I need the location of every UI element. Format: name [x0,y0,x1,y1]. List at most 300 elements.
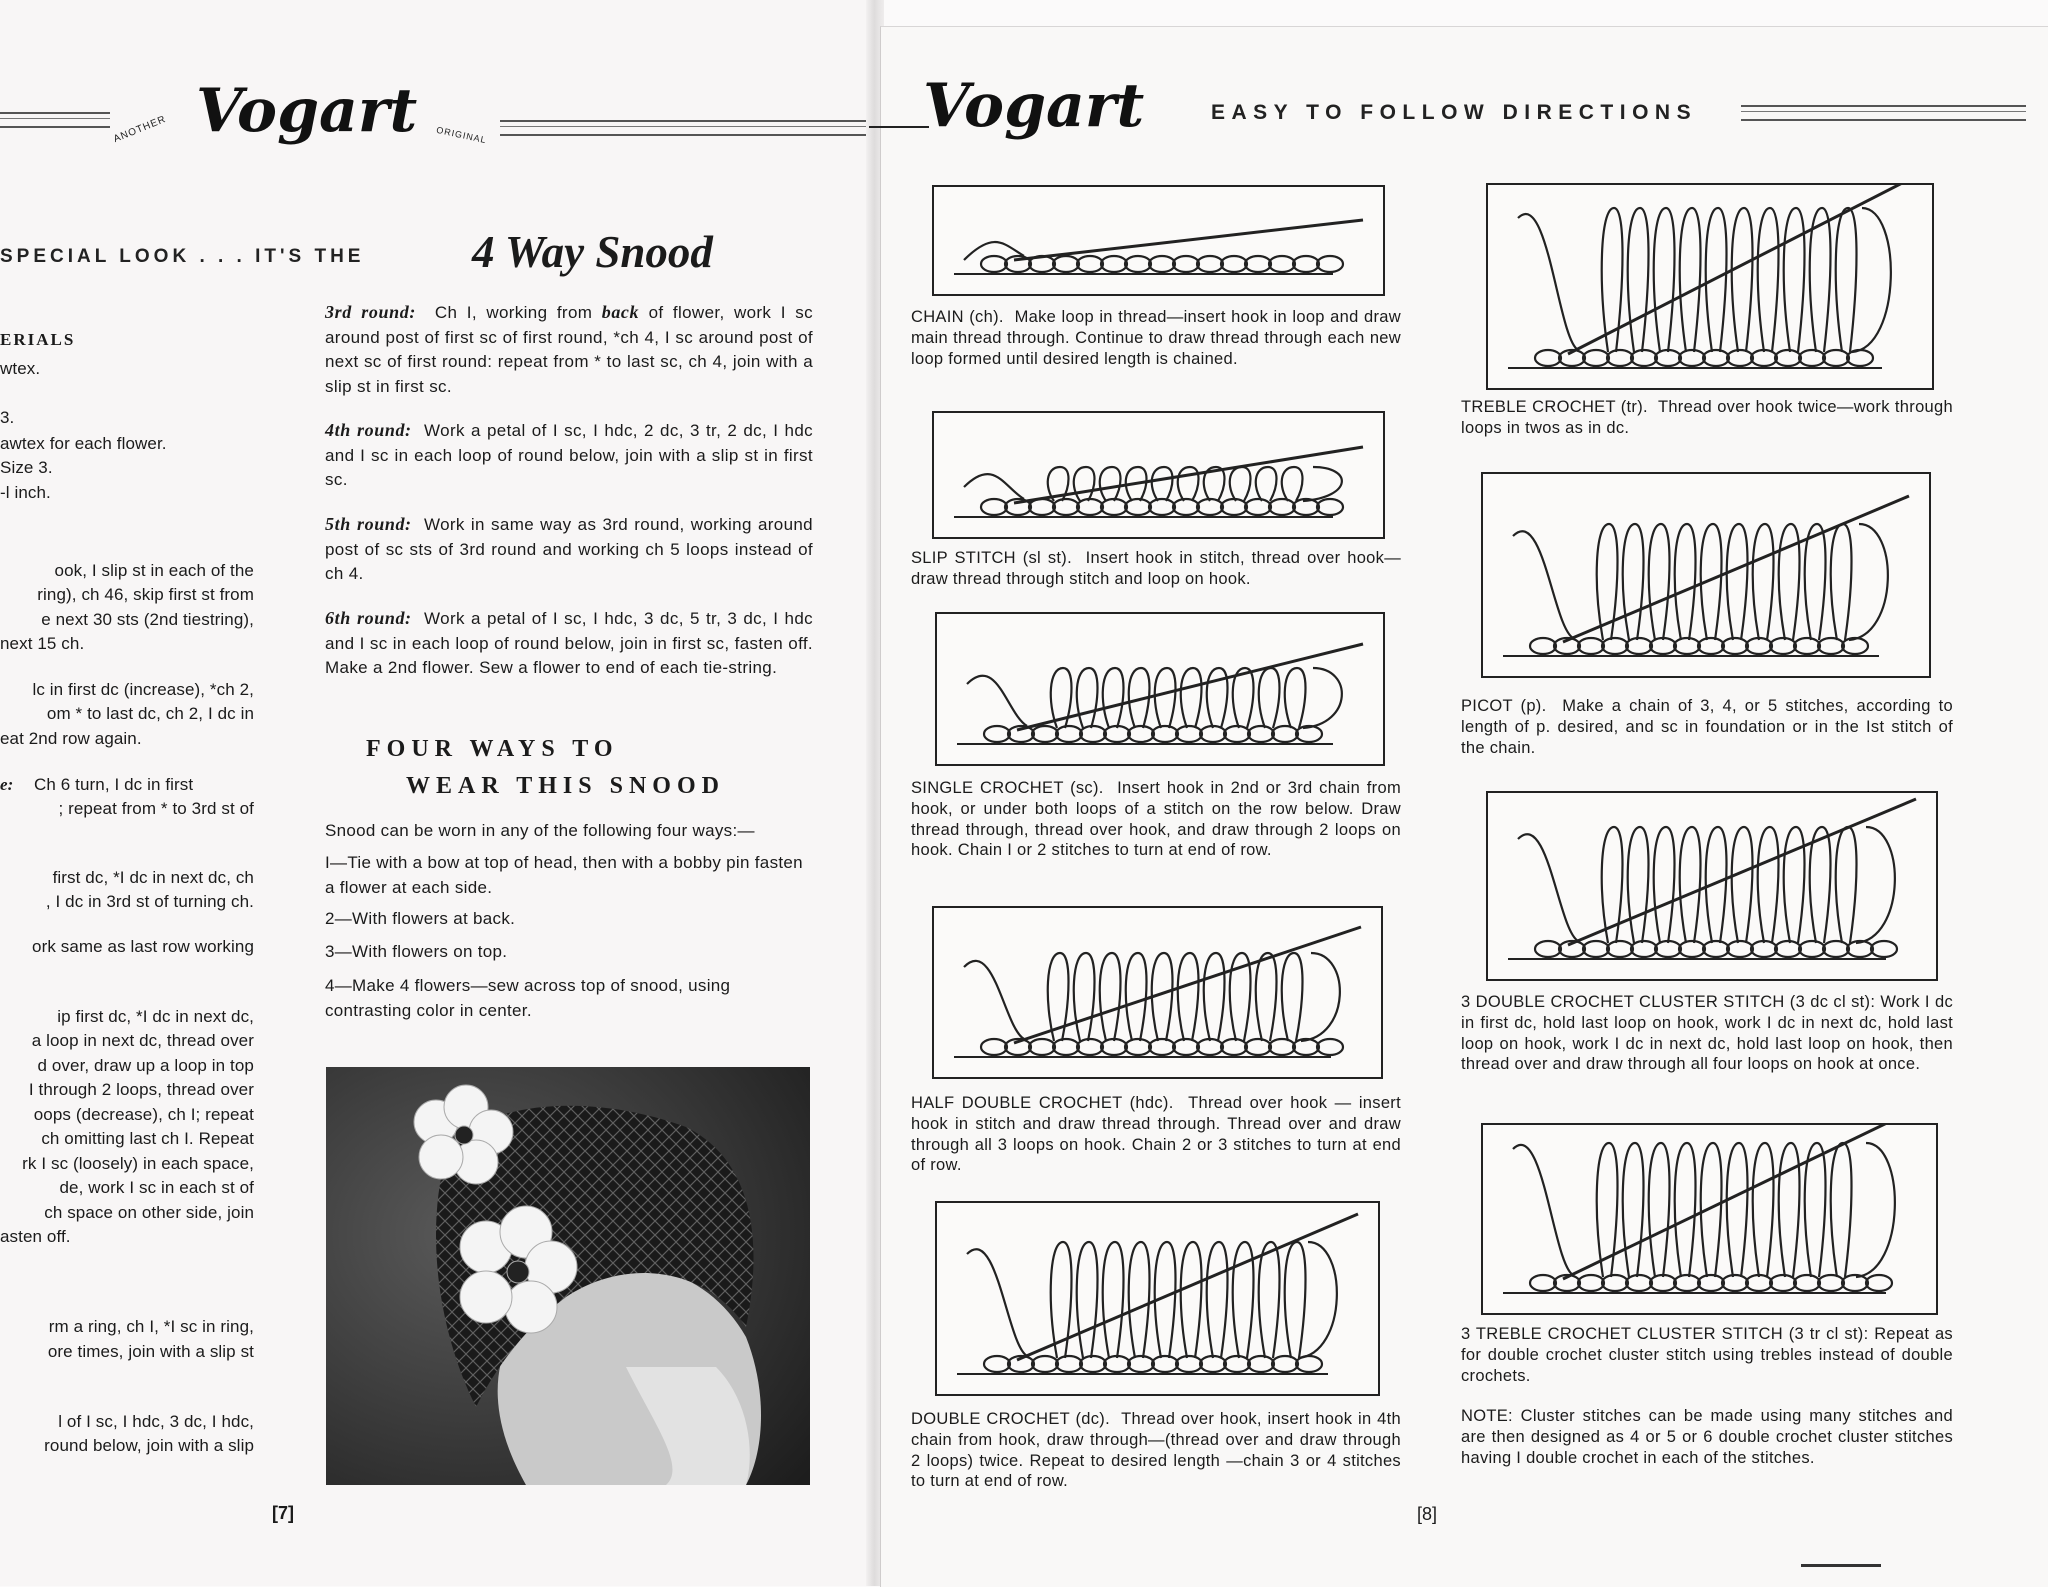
stitch-name: 3 DOUBLE CROCHET CLUSTER STITCH (3 dc cl st): [1461,993,1876,1011]
turning-loop [1301,953,1340,1041]
text-line: ring), ch 46, skip first st from [37,585,254,604]
round-label: 6th round: [325,608,412,628]
working-thread [964,474,1024,499]
chain-link [1751,350,1777,366]
chain-link [1703,350,1729,366]
chain-link [1125,1039,1151,1055]
chain-link [1794,638,1820,654]
text-line: oops (decrease), ch I; repeat [33,1105,254,1124]
snood-photo-image [326,1067,810,1485]
chain-link [1221,256,1247,272]
chain-link [1722,638,1748,654]
stitch-loop [1727,524,1748,640]
stitch-name: PICOT (p). [1461,697,1547,715]
slip-stitch-diagram [934,413,1383,537]
chain-link [1535,350,1561,366]
chain-link [1607,350,1633,366]
illustration-3dc-cluster [1486,791,1938,981]
chain-link [1245,256,1271,272]
logo-original: ORIGINAL [435,124,488,146]
stitch-loop [1282,953,1303,1041]
stitch-loop [1805,524,1826,640]
chain-link [1703,941,1729,957]
chain-link [1101,499,1127,515]
text-line: Ch 6 turn, I dc in first [34,775,194,794]
chain-link [1799,941,1825,957]
materials-heading: ERIALS [0,330,76,349]
four-ways-intro: Snood can be worn in any of the following four ways:— [325,821,755,840]
chain-link [1727,941,1753,957]
text-line-label: e: [0,775,14,794]
chain-link [981,256,1007,272]
stitch-name: HALF DOUBLE CROCHET (hdc). [911,1094,1174,1112]
chain-link [1847,350,1873,366]
text-line: e next 30 sts (2nd tiestring), [41,610,254,629]
stitch-loop [1181,1242,1202,1358]
chain-link [1056,1356,1082,1372]
illustration-3tr-cluster [1481,1123,1938,1315]
chain-link [1626,638,1652,654]
text-line: I through 2 loops, thread over [28,1080,254,1099]
text-line: -l inch. [0,483,51,502]
chain-link [1128,726,1154,742]
stitch-text: Thread over hook — insert hook in stitch and draw thread through. Thread over and draw through all 3 loops on hook. Chain 2 or 3 stitches to turn at end of row. [911,1094,1401,1175]
chain-link [1631,941,1657,957]
crochet-hook [1563,1125,1916,1279]
stitch-loop [1230,467,1251,501]
illustration-treble-crochet [1486,183,1934,390]
chain-link [1152,1356,1178,1372]
stitch-loop [1178,953,1199,1041]
text-line: de, work I sc in each st of [59,1178,254,1197]
turning-loop [1856,1143,1895,1277]
illustration-double-crochet [935,1201,1380,1396]
working-thread [967,676,1027,726]
stitch-loop [1758,208,1779,352]
round-text: Work a petal of I sc, I hdc, 3 dc, 5 tr, 3 dc, I hdc and I sc in each loop of round below, join in first sc, fasten off. Make a 2nd flower. Sew a flower to end of each tie-string. [325,609,813,678]
chain-link [1080,726,1106,742]
text-line: a loop in next dc, thread over [31,1031,254,1050]
chain-link [1727,350,1753,366]
chain-link [1173,499,1199,515]
right-header-rule [1741,105,2026,121]
chain-link [1269,1039,1295,1055]
stitch-loop [1732,208,1753,352]
chain-link [1149,499,1175,515]
stitch-loop [1758,827,1779,943]
right-page [880,26,2048,1587]
stitch-loop [1256,467,1277,501]
chain-link [1746,1275,1772,1291]
text-line: ip first dc, *I dc in next dc, [57,1007,254,1026]
chain-link [1871,941,1897,957]
stitch-loop [1074,953,1095,1041]
stitch-name: 3 TREBLE CROCHET CLUSTER STITCH (3 tr cl st): [1461,1325,1869,1343]
chain-link [1317,256,1343,272]
chain-link [1317,499,1343,515]
stitch-name: SLIP STITCH (sl st). [911,549,1072,567]
crochet-hook [1014,927,1361,1043]
four-ways-item: 4—Make 4 flowers—sew across top of snood, using contrasting color in center. [325,976,731,1020]
chain-link [1818,638,1844,654]
chain-link [1053,1039,1079,1055]
chain-link [1722,1275,1748,1291]
chain-link [1053,256,1079,272]
working-thread [964,961,1024,1039]
text-line: ch omitting last ch I. Repeat [41,1129,254,1148]
chain-link [1176,726,1202,742]
chain-link [1245,1039,1271,1055]
chain-link [1104,1356,1130,1372]
stitch-loop [1129,1242,1150,1358]
chain-link [1583,941,1609,957]
chain-link [1245,499,1271,515]
chain-link [1152,726,1178,742]
stitch-loop [1649,524,1670,640]
chain-link [1655,941,1681,957]
stitch-loop [1831,524,1852,640]
stitch-loop [1155,668,1176,728]
chain-link [1173,256,1199,272]
chain-link [1602,638,1628,654]
working-thread [1513,1145,1573,1275]
stitch-loop [1181,668,1202,728]
stitch-text: Thread over hook, insert hook in 4th chain from hook, draw through—(thread over and draw through 2 loops) twice. Repeat to desired length —chain 3 or 4 stitches to turn at end of row. [911,1410,1401,1491]
stitch-loop [1810,827,1831,943]
chain-link [1197,256,1223,272]
text-line: om * to last dc, ch 2, I dc in [46,704,254,723]
chain-link [1842,638,1868,654]
chain-link [1125,256,1151,272]
crochet-hook [1014,220,1363,260]
round-6 [325,606,813,681]
crochet-hook [1568,799,1916,945]
stitch-loop [1623,1143,1644,1277]
treble-crochet-diagram [1488,185,1932,388]
stitch-loop [1654,208,1675,352]
chain-link [1293,256,1319,272]
text-line: ook, I slip st in each of the [54,561,254,580]
text-line: ore times, join with a slip st [47,1342,254,1361]
chain-link [981,499,1007,515]
stitch-name: SINGLE CROCHET (sc). [911,779,1104,797]
stitch-loop [1628,827,1649,943]
round-3 [325,300,813,399]
stitch-loop [1103,668,1124,728]
caption-double-crochet [911,1409,1401,1492]
chain-link [1032,726,1058,742]
turning-loop [1303,668,1342,728]
stitch-text: Repeat as for double crochet cluster stitch using trebles instead of double crochets. [1461,1325,1953,1385]
text-line: lc in first dc (increase), *ch 2, [32,680,254,699]
stitch-loop [1285,1242,1306,1358]
chain-link [1823,941,1849,957]
round-text: Work a petal of I sc, I hdc, 2 dc, 3 tr, 2 dc, I hdc and I sc in each loop of round below, join with a slip st in first sc. [325,421,813,490]
stitch-loop [1126,953,1147,1041]
right-header: EASY TO FOLLOW DIRECTIONS [1211,101,1698,124]
chain-link [1866,1275,1892,1291]
stitch-loop [1779,524,1800,640]
double-crochet-diagram [937,1203,1378,1394]
stitch-text: Thread over hook twice—work through loops in twos as in dc. [1461,398,1953,437]
caption-3dc-cluster [1461,992,1953,1075]
stitch-text: Make a chain of 3, 4, or 5 stitches, according to length of p. desired, and sc in foundation or in the Ist stitch of the chain. [1461,697,1953,757]
chain-link [1032,1356,1058,1372]
chain-link [1197,1039,1223,1055]
chain-link [1269,256,1295,272]
chain-link [1101,1039,1127,1055]
stitch-loop [1675,1143,1696,1277]
chain-link [1626,1275,1652,1291]
text-line: eat 2nd row again. [0,729,142,748]
chain-link [1655,350,1681,366]
text-line: round below, join with a slip [44,1436,254,1455]
stitch-loop [1178,467,1199,501]
stitch-loop [1100,467,1121,501]
crochet-hook [1563,496,1909,642]
chain-link [1818,1275,1844,1291]
crochet-hook [1017,1214,1358,1360]
stitch-loop [1649,1143,1670,1277]
stitch-loop [1100,953,1121,1041]
chain-link [1077,256,1103,272]
page-number-right: [8] [1417,1504,1438,1524]
chain-link [1674,638,1700,654]
chain-link [1578,1275,1604,1291]
turning-loop [1849,524,1888,640]
round-text: of flower, work I sc around post of first sc of first round, *ch 4, I sc around post of next sc of first round: repeat from * to last sc, ch 4, join with a slip st in first sc. [325,303,813,396]
chain-link [1679,350,1705,366]
vogart-logo: Vogart [196,76,418,146]
stitch-loop [1077,1242,1098,1358]
chain-link [1842,1275,1868,1291]
chain-link [1602,1275,1628,1291]
chain-link [1272,1356,1298,1372]
chain-link [1631,350,1657,366]
working-thread [967,1249,1027,1356]
stitch-loop [1680,827,1701,943]
chain-link [1794,1275,1820,1291]
chain-link [1674,1275,1700,1291]
chain-link [1221,499,1247,515]
illustration-single-crochet [935,612,1385,766]
four-ways-item: 2—With flowers at back. [325,909,516,928]
stitch-loop [1836,208,1857,352]
stitch-loop [1285,668,1306,728]
chain-link [1056,726,1082,742]
working-thread [1518,214,1578,350]
chain-link [1248,726,1274,742]
chain-link [1530,1275,1556,1291]
text-line: ; repeat from * to 3rd st of [58,799,254,818]
caption-chain [911,307,1401,369]
caption-treble-crochet [1461,397,1953,439]
text-line: awtex for each flower. [0,434,167,453]
stitch-loop [1628,208,1649,352]
text-line: ork same as last row working [32,937,254,956]
text-line: wtex. [0,359,41,378]
four-ways-item: I—Tie with a bow at top of head, then with a bobby pin fasten a flower at each side. [325,853,803,897]
chain-link [1751,941,1777,957]
stitch-name: TREBLE CROCHET (tr). [1461,398,1648,416]
stitch-text: Insert hook in 2nd or 3rd chain from hook, or under both loops of a stitch on the row below. Draw thread through, thread over hook, and draw through 2 loops on hook. Chain I or 2 stitches to turn at end of row. [911,779,1401,860]
illustration-slip-stitch [932,411,1385,539]
page-number-left: [7] [272,1503,294,1523]
vogart-logo-right: Vogart [923,71,1145,141]
turning-loop [1303,467,1342,501]
chain-link [1775,941,1801,957]
stitch-loop [1706,208,1727,352]
text-line: , I dc in 3rd st of turning ch. [45,892,254,911]
chain-link [1583,350,1609,366]
round-4 [325,418,813,493]
caption-half-double-crochet [911,1093,1401,1176]
stitch-text: Make loop in thread—insert hook in loop and draw main thread through. Continue to draw thread through each new loop formed until desired length is chained. [911,308,1401,368]
stitch-text: Work I dc in first dc, hold last loop on hook, work I dc in next dc, hold last loop on hook, work I dc in next dc, hold last loop on hook, then thread over and draw through all four loops on hook at once. [1461,993,1953,1074]
chain-link [1149,1039,1175,1055]
stitch-loop [1074,467,1095,501]
chain-link [984,726,1010,742]
chain-link [1317,1039,1343,1055]
chain-link [1200,726,1226,742]
round-emphasis: back [601,302,640,322]
chain-link [1770,638,1796,654]
stitch-loop [1077,668,1098,728]
four-ways-heading-1: FOUR WAYS TO [366,736,619,762]
chain-link [1224,1356,1250,1372]
text-line: asten off. [0,1227,71,1246]
chain-link [1125,499,1151,515]
round-5 [325,512,813,587]
chain-link [981,1039,1007,1055]
cluster-note: NOTE: Cluster stitches can be made using many stitches and are then designed as 4 or 5 or 6 double crochet cluster stitches having I double crochet in each of the stitches. [1461,1407,1953,1467]
chain-link [1607,941,1633,957]
stitch-loop [1836,827,1857,943]
text-line: rk I sc (loosely) in each space, [22,1154,254,1173]
stitch-loop [1727,1143,1748,1277]
chain-link [1248,1356,1274,1372]
3tr-cluster-diagram [1483,1125,1936,1313]
illustration-picot [1481,472,1931,678]
chain-link [1080,1356,1106,1372]
stitch-loop [1753,524,1774,640]
stitch-loop [1204,953,1225,1041]
stitch-loop [1259,1242,1280,1358]
chain-link [1149,256,1175,272]
crochet-hook [1017,644,1363,730]
stitch-loop [1753,1143,1774,1277]
stitch-loop [1623,524,1644,640]
chain-link [1269,499,1295,515]
snood-photo [326,1067,810,1485]
chain-diagram [934,187,1383,294]
chain-link [1799,350,1825,366]
chain-link [1650,1275,1676,1291]
round-label: 5th round: [325,514,412,534]
chain-link [1823,350,1849,366]
3dc-cluster-diagram [1488,793,1936,979]
chain-link [1128,1356,1154,1372]
chain-link [1535,941,1561,957]
crochet-hook [1014,447,1363,503]
chain-link [1077,499,1103,515]
working-thread [1518,834,1578,941]
stitch-name: CHAIN (ch). [911,308,1004,326]
stitch-loop [1732,827,1753,943]
scan-mark [1801,1564,1881,1567]
text-line: next 15 ch. [0,634,85,653]
round-text: Ch I, working from [434,303,602,322]
four-ways-item: 3—With flowers on top. [325,942,508,961]
chain-link [1650,638,1676,654]
turning-loop [1852,208,1891,352]
chain-link [1224,726,1250,742]
stitch-loop [1259,668,1280,728]
logo-swash [869,126,929,128]
materials-column [0,0,254,1586]
stitch-loop [1784,827,1805,943]
text-line: 3. [0,408,15,427]
caption-slip-stitch [911,548,1401,590]
picot-diagram [1483,474,1929,676]
stitch-loop [1103,1242,1124,1358]
chain-link [1176,1356,1202,1372]
stitch-loop [1675,524,1696,640]
text-line: d over, draw up a loop in top [37,1056,254,1075]
chain-link [1698,638,1724,654]
left-page [0,0,872,1586]
stitch-name: DOUBLE CROCHET (dc). [911,1410,1110,1428]
chain-link [1197,499,1223,515]
four-ways-heading-2: WEAR THIS SNOOD [406,773,725,799]
illustration-half-double-crochet [932,906,1383,1079]
caption-3tr-cluster [1461,1324,1953,1386]
round-text: Work in same way as 3rd round, working around post of sc sts of 3rd round and working ch 5 loops instead of ch 4. [325,515,813,584]
text-line: first dc, *I dc in next dc, ch [52,868,254,887]
stitch-loop [1784,208,1805,352]
chain-link [1770,1275,1796,1291]
text-line: l of I sc, I hdc, 3 dc, I hdc, [58,1412,254,1431]
chain-link [1578,638,1604,654]
stitch-loop [1152,467,1173,501]
stitch-loop [1207,1242,1228,1358]
stitch-loop [1779,1143,1800,1277]
illustration-chain [932,185,1385,296]
chain-link [1530,638,1556,654]
title-prefix: SPECIAL LOOK . . . IT'S THE [0,246,365,267]
logo-another: ANOTHER [111,113,168,146]
chain-link [1101,256,1127,272]
chain-link [1200,1356,1226,1372]
round-label: 3rd round: [325,302,416,322]
stitch-loop [1654,827,1675,943]
chain-link [1679,941,1705,957]
header-rule-right [500,120,872,136]
chain-link [1029,1039,1055,1055]
chain-link [1221,1039,1247,1055]
caption-single-crochet [911,778,1401,861]
chain-link [1053,499,1079,515]
chain-link [1173,1039,1199,1055]
stitch-loop [1256,953,1277,1041]
chain-link [1077,1039,1103,1055]
text-line: Size 3. [0,458,53,477]
text-line: rm a ring, ch I, *I sc in ring, [48,1317,254,1336]
stitch-loop [1831,1143,1852,1277]
chain-link [1775,350,1801,366]
round-label: 4th round: [325,420,412,440]
half-double-crochet-diagram [934,908,1381,1077]
